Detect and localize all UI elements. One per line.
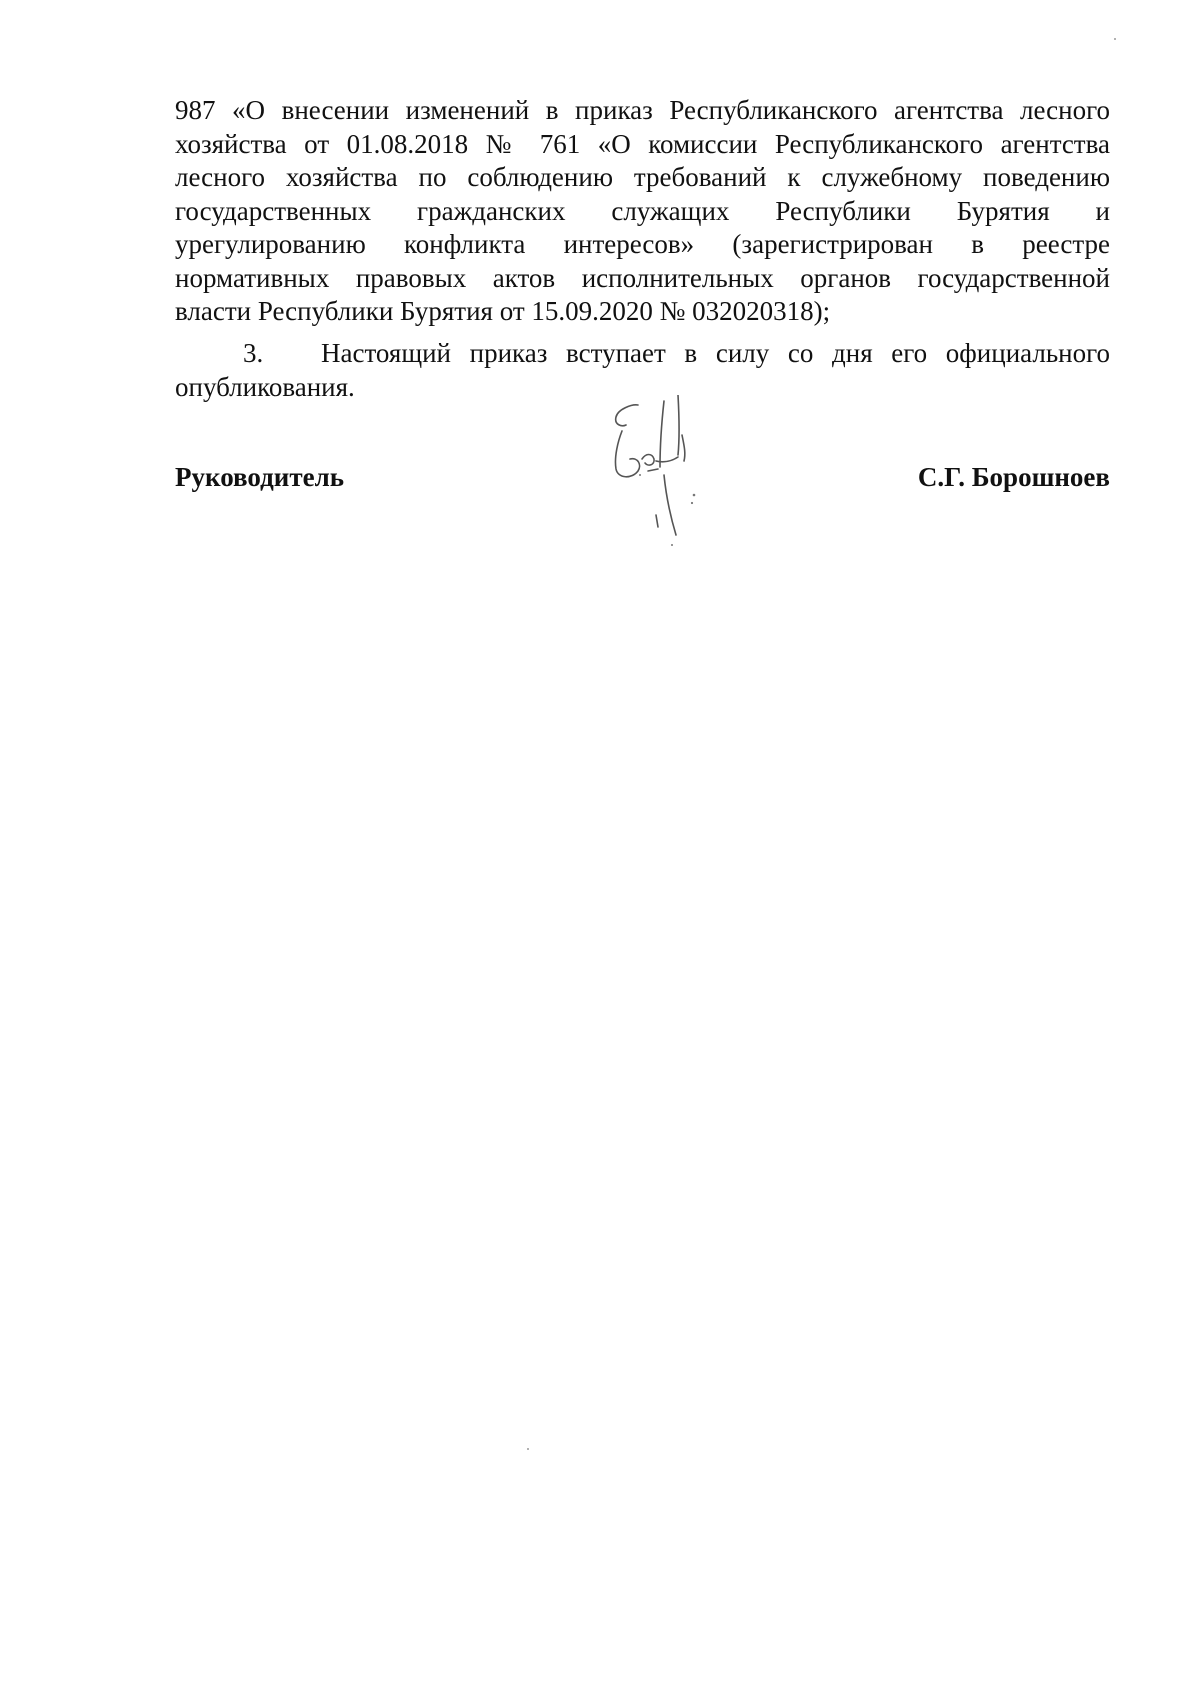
text-line-last: власти Республики Бурятия от 15.09.2020 № 032020318); <box>175 296 831 326</box>
text-line: 987 «О внесении изменений в приказ Республиканского агентства лесного <box>175 95 1110 125</box>
list-item-text: Настоящий приказ вступает в силу со дня его официального <box>321 338 1110 368</box>
text-line: государственных гражданских служащих Республики Бурятия и <box>175 195 1110 226</box>
list-item-3-last-line: опубликования. <box>175 371 355 402</box>
paragraph-continuation <box>175 94 1110 329</box>
text-line: лесного хозяйства по соблюдению требований к служебному поведению <box>175 162 1110 192</box>
scan-speck <box>1114 38 1116 40</box>
signer-title: Руководитель <box>175 462 345 492</box>
list-item-number: 3. <box>243 338 264 368</box>
list-item-3 <box>175 337 1110 404</box>
scan-speck <box>527 1448 529 1450</box>
text-line: нормативных правовых актов исполнительных органов государственной <box>175 262 1110 293</box>
text-line: хозяйства от 01.08.2018 № 761 «О комиссии Республиканского агентства <box>175 128 1110 159</box>
signer-name: С.Г. Борошноев <box>917 462 1110 492</box>
list-item-3-first-line <box>175 337 1110 371</box>
text-line: урегулированию конфликта интересов» (зарегистрирован в реестре <box>175 229 1110 259</box>
handwritten-signature <box>600 395 740 595</box>
